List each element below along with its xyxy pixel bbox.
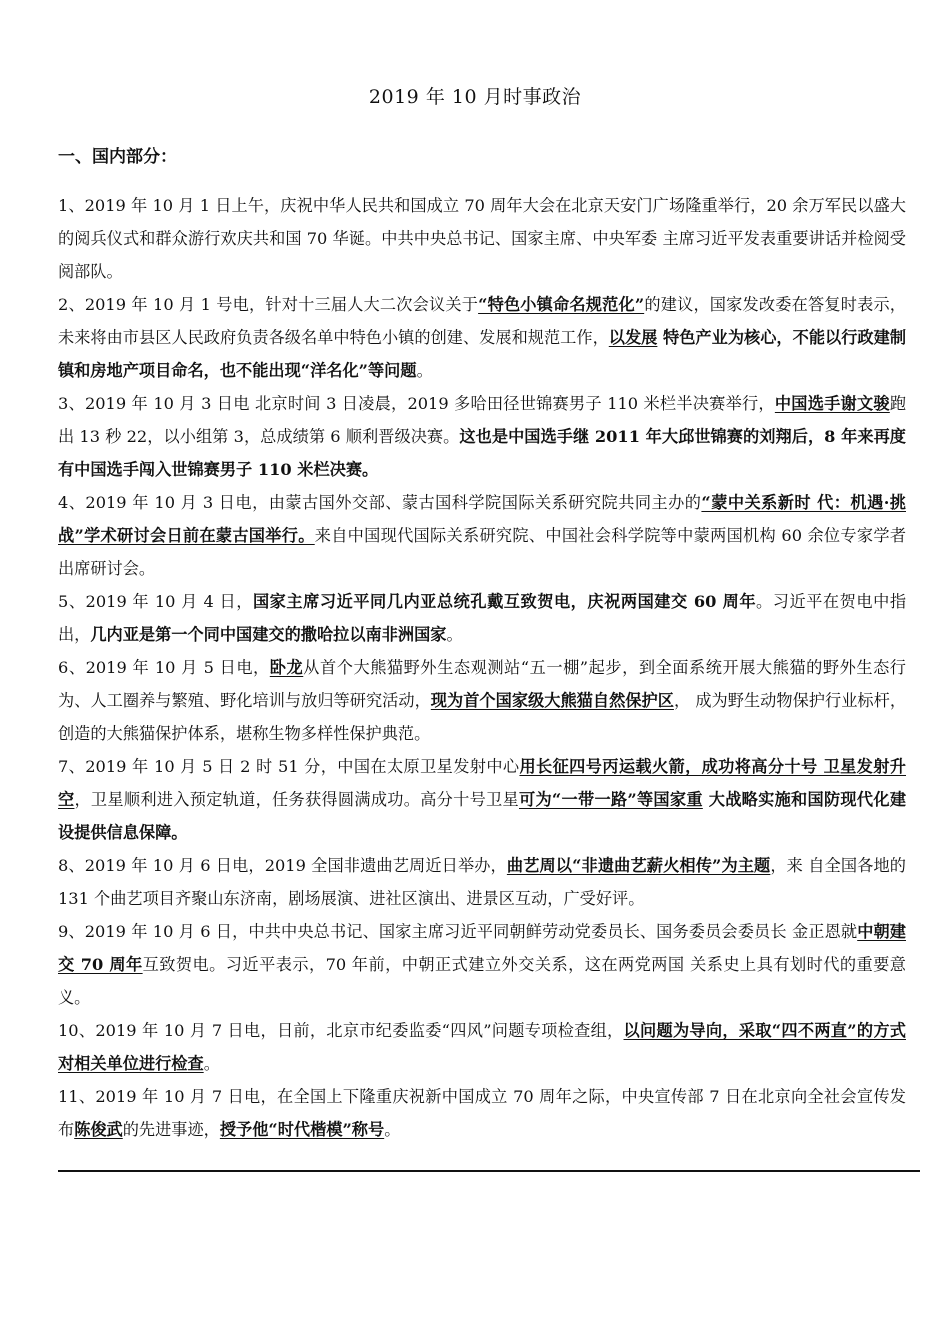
item-text: 的先进事迹， (122, 1120, 220, 1139)
news-item (58, 915, 906, 1014)
emphasized-text: 陈俊武 (74, 1120, 123, 1139)
news-item (58, 387, 906, 486)
emphasized-text: 曲艺周以“非遗曲艺薪火相传”为主题 (506, 856, 771, 875)
news-item (58, 1014, 906, 1080)
news-item (58, 288, 906, 387)
item-text: 4、2019 年 10 月 3 日电，由蒙古国外交部、蒙古国科学院国际关系研究院共同主办的 (58, 493, 702, 512)
item-text: 。 (416, 361, 433, 380)
news-item (58, 486, 906, 585)
section-heading: 一、国内部分： (58, 147, 177, 167)
emphasized-text: 卧龙 (269, 658, 304, 677)
item-text: 从首个大熊猫野外生态观测站“五一棚”起步，到全面系统开展大熊猫的野外生态行为、人工圈养与繁殖、野化培训与放归等研究活动， (58, 658, 906, 710)
emphasized-text: 授予他“时代楷模”称号 (219, 1120, 385, 1139)
item-text: 5、2019 年 10 月 4 日， (58, 592, 253, 611)
item-text: 8、2019 年 10 月 6 日电，2019 全国非遗曲艺周近日举办， (58, 856, 507, 875)
news-item (58, 189, 906, 288)
item-text: 。 (203, 1054, 220, 1073)
item-text: 6、2019 年 10 月 5 日电， (58, 658, 270, 677)
news-item (58, 585, 906, 651)
emphasized-text: 中朝建交 70 周年 (58, 922, 906, 974)
document-title: 2019 年 10 月时事政治 (368, 86, 582, 108)
item-text: 。 (446, 625, 463, 644)
item-text: ， 成为野生动物保护行业标杆，创造的大熊猫保护体系，堪称生物多样性保护典范。 (58, 691, 907, 743)
bottom-divider (58, 1170, 920, 1172)
item-text: 9、2019 年 10 月 6 日，中共中央总书记、国家主席习近平同朝鲜劳动党委员长、国务委员会委员长 金正恩就 (58, 922, 858, 941)
item-text: ，卫星顺利进入预定轨道，任务获得圆满成功。高分十号卫星 (74, 790, 519, 809)
item-text: 11、2019 年 10 月 7 日电，在全国上下隆重庆祝新中国成立 70 周年之际，中央宣传部 7 日在北京向全社会宣传发布 (58, 1087, 906, 1139)
emphasized-text: 现为首个国家级大熊猫自然保护区 (430, 691, 674, 710)
item-text: 10、2019 年 10 月 7 日电，日前，北京市纪委监委“四风”问题专项检查组， (58, 1021, 624, 1040)
emphasized-text: 以发展 (608, 328, 658, 347)
news-item-list (58, 189, 906, 1146)
item-text: 2、2019 年 10 月 1 号电，针对十三届人大二次会议关于 (58, 295, 479, 314)
emphasized-text: 可为“一带一路”等国家重 (519, 790, 703, 809)
item-text: 来自中国现代国际关系研究院、中国社会科学院等中蒙两国机构 60 余位专家学者出席研讨会。 (58, 526, 907, 578)
emphasized-text: 特色产业为核心，不能以行政建制镇和房地产项目命名，也不能出现“洋名化”等问题 (58, 328, 907, 380)
item-text: 的建议，国家发改委在答复时表示，未来将由市县区人民政府负责各级名单中特色小镇的创建、发展和规范工作， (58, 295, 906, 347)
emphasized-text: 大战略实施和国防现代化建设提供信息保障。 (58, 790, 907, 842)
news-item (58, 849, 906, 915)
emphasized-text: 国家主席习近平同几内亚总统孔戴互致贺电，庆祝两国建交 60 周年 (252, 592, 757, 611)
item-text: 。 (384, 1120, 401, 1139)
item-text: 跑出 13 秒 22，以小组第 3，总成绩第 6 顺利晋级决赛。 (58, 394, 906, 446)
emphasized-text: “蒙中关系新时 代：机遇·挑战”学术研讨会日前在蒙古国举行。 (58, 493, 906, 545)
emphasized-text: 几内亚是第一个同中国建交的撒哈拉以南非洲国家 (90, 625, 447, 644)
news-item (58, 750, 906, 849)
item-text: 1、2019 年 10 月 1 日上午，庆祝中华人民共和国成立 70 周年大会在北京天安门广场隆重举行，20 余万军民以盛大的阅兵仪式和群众游行欢庆共和国 70 华诞。中共中央总书记、国家主席、中央军委 主席习近平发表重要讲话并检阅受阅部队。 (58, 196, 906, 281)
emphasized-text: 用长征四号丙运载火箭，成功将高分十号 卫星发射升空 (58, 757, 906, 809)
item-text: ，来 自全国各地的 131 个曲艺项目齐聚山东济南，剧场展演、进社区演出、进景区互动，广受好评。 (58, 856, 906, 908)
item-text: 互致贺电。习近平表示，70 年前，中朝正式建立外交关系，这在两党两国 关系史上具有划时代的重要意义。 (58, 955, 906, 1007)
news-item (58, 651, 906, 750)
emphasized-text: 以问题为导向，采取“四不两直”的方式对相关单位进行检查 (58, 1021, 906, 1073)
emphasized-text: 中国选手谢文骏 (774, 394, 890, 413)
item-text: 。习近平在贺电中指出， (58, 592, 907, 644)
item-text: 7、2019 年 10 月 5 日 2 时 51 分，中国在太原卫星发射中心 (58, 757, 520, 776)
emphasized-text: 这也是中国选手继 2011 年大邱世锦赛的刘翔后，8 年来再度有中国选手闯入世锦赛男子 110 米栏决赛。 (58, 427, 906, 479)
item-text: 3、2019 年 10 月 3 日电 北京时间 3 日凌晨，2019 多哈田径世锦赛男子 110 米栏半决赛举行， (58, 394, 775, 413)
emphasized-text: “特色小镇命名规范化” (478, 295, 645, 314)
news-item (58, 1080, 906, 1146)
